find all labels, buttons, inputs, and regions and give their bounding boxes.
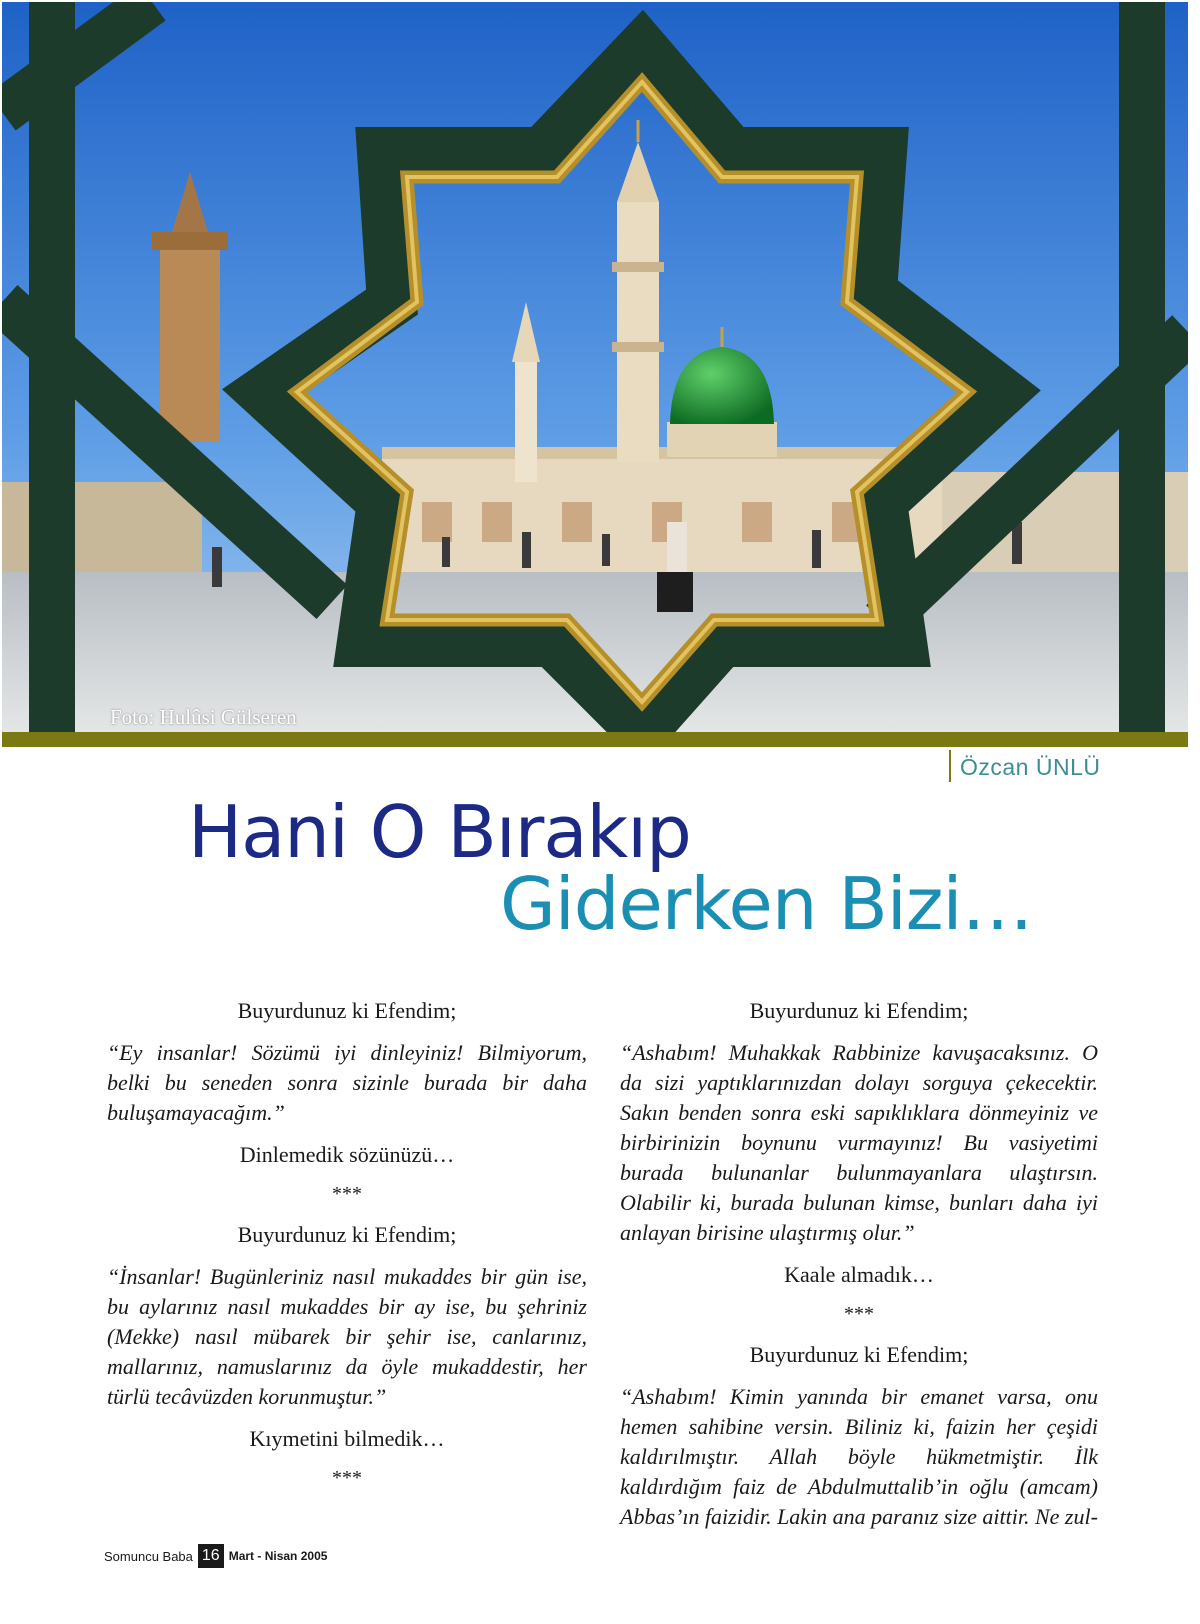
author-name: Özcan ÜNLÜ <box>960 754 1101 780</box>
paragraph: Buyurdunuz ki Efendim; <box>237 998 457 1023</box>
left-column <box>107 996 587 1504</box>
page-footer <box>104 1544 327 1568</box>
issue-date: Mart - Nisan 2005 <box>228 1549 328 1563</box>
quote: “Ashabım! Muhakkak Rabbinize kavuşacaksınız. O da sizi yaptıklarınızdan dolayı sorguya çekecektir. Sakın benden sonra eski sapıklıklara dönmeyiniz ve birbirinizin boynunu vurmayınız! Bu vasiyetimi burada bulunanlar bulunmayanlara ulaştırsın. Olabilir ki, burada bulunan kimse, bunları daha iyi anlayan birisine ulaştırmış olur.” <box>620 1040 1098 1245</box>
paragraph: Buyurdunuz ki Efendim; <box>749 998 969 1023</box>
right-column <box>620 996 1098 1544</box>
paragraph: Buyurdunuz ki Efendim; <box>749 1342 969 1367</box>
title-line-2: Giderken Bizi… <box>500 862 1033 946</box>
olive-divider <box>2 732 1188 747</box>
paragraph: Kıymetini bilmedik… <box>249 1426 445 1451</box>
section-separator: *** <box>332 1467 362 1489</box>
photo-credit: Foto: Hulûsi Gülseren <box>110 705 297 729</box>
paragraph: Buyurdunuz ki Efendim; <box>237 1222 457 1247</box>
quote: “Ey insanlar! Sözümü iyi dinleyiniz! Bilmiyorum, belki bu seneden sonra sizinle burada bir daha buluşamayacağım.” <box>107 1040 587 1125</box>
section-separator: *** <box>844 1303 874 1325</box>
header-photo <box>2 2 1188 732</box>
author-divider <box>949 750 951 782</box>
title-line-1: Hani O Bırakıp <box>188 790 691 874</box>
paragraph: Kaale almadık… <box>784 1262 934 1287</box>
section-separator: *** <box>332 1183 362 1205</box>
publication-name: Somuncu Baba <box>104 1548 193 1564</box>
quote: “İnsanlar! Bugünleriniz nasıl mukaddes bir gün ise, bu aylarınız nasıl mukaddes bir ay ise, bu şehriniz (Mekke) nasıl mübarek bir şehir ise, canlarınız, mallarınız, namuslarınız da öyle mukaddestir, her türlü tecâvüzden korunmuştur.” <box>107 1264 587 1409</box>
quote: “Ashabım! Kimin yanında bir emanet varsa, onu hemen sahibine versin. Biliniz ki, faizin her çeşidi kaldırılmıştır. Allah böyle hükmetmiştir. İlk kaldırdığım faiz de Abdulmuttalib’in oğlu (amcam) Abbas’ın faizidir. Lakin ana paranız size aittir. Ne zul- <box>620 1384 1098 1529</box>
page-number: 16 <box>198 1544 224 1568</box>
paragraph: Dinlemedik sözünüzü… <box>239 1142 455 1167</box>
